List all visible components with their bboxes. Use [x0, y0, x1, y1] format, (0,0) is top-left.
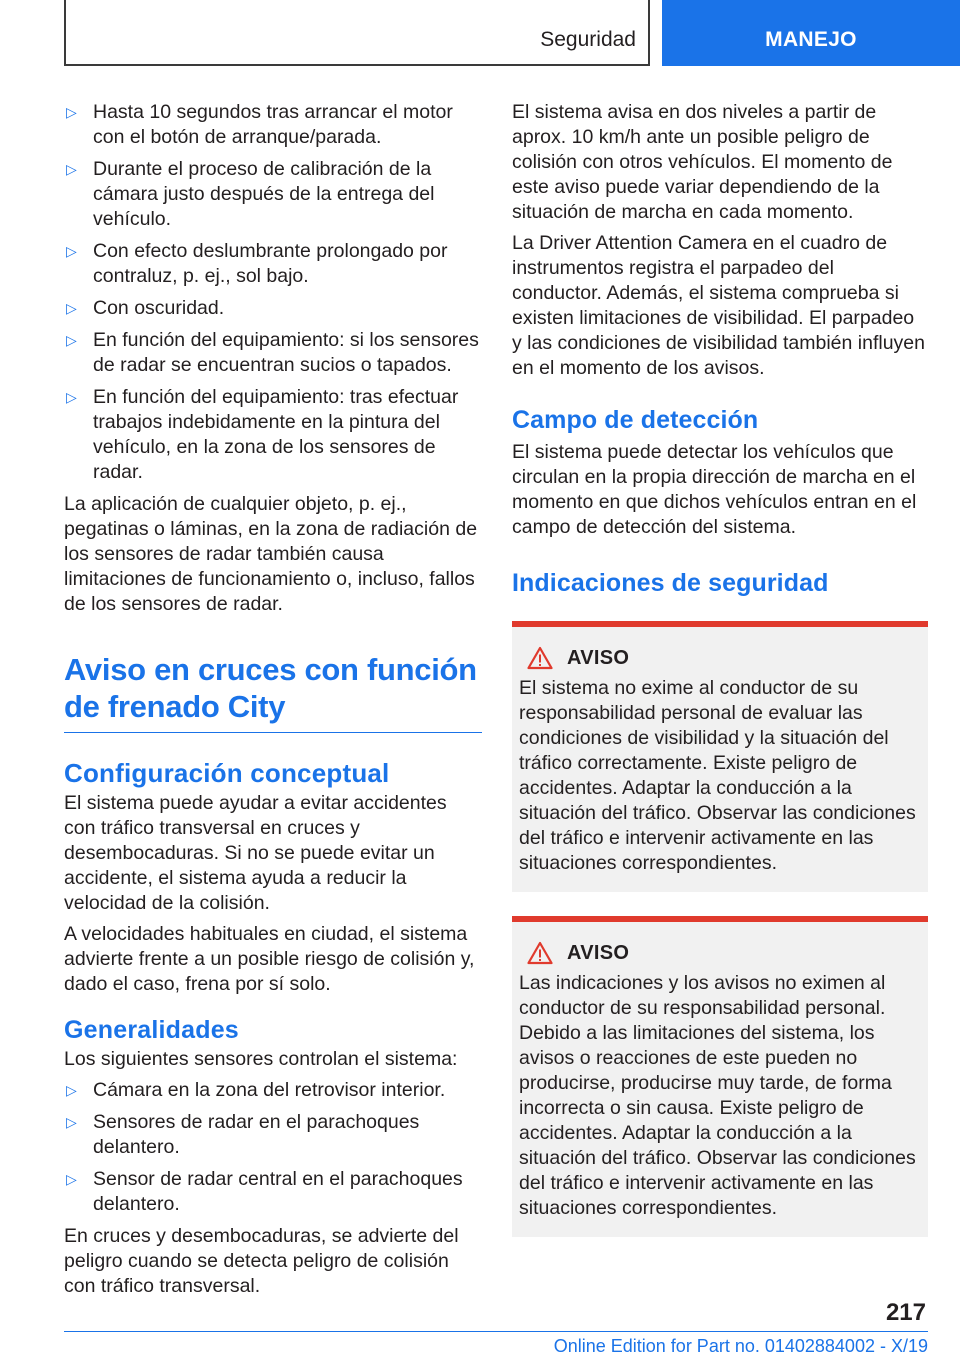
- triangle-right-icon: ▷: [66, 300, 77, 316]
- warning-title: AVISO: [567, 646, 630, 669]
- concept-paragraph-1: El sistema puede ayudar a evitar accidentes con tráfico transversal en cruces y desembocaduras. Si no se puede evitar un accidente, el sistema ayuda a reducir la velocidad de la colisión.: [64, 792, 447, 914]
- header-section-title: Seguridad: [540, 28, 636, 51]
- list-item: ▷ Con oscuridad.: [66, 297, 225, 319]
- list-item: ▷ Con efecto deslumbrante prolongado por contraluz, p. ej., sol bajo.: [66, 240, 448, 287]
- right-column: [512, 100, 928, 1237]
- triangle-right-icon: ▷: [66, 104, 77, 120]
- triangle-right-icon: ▷: [66, 1082, 77, 1098]
- warning-text: El sistema no exime al conductor de su responsabilidad personal de evaluar las condiciones de visibilidad y la situación del tráfico correctamente. Existe peligro de accidentes. Adaptar la conducción a la situación del tráfico. Observar las condiciones del tráfico e intervenir activamente en las situaciones correspondientes.: [519, 677, 916, 874]
- triangle-right-icon: ▷: [66, 161, 77, 177]
- driver-camera-paragraph: La Driver Attention Camera en el cuadro de instrumentos registra el parpadeo del conductor. Además, el sistema comprueba si existen limitaciones de visibilidad. El parpadeo y las condiciones de visibilidad también influyen en el momento de los avisos.: [512, 232, 925, 379]
- list-item: ▷ Durante el proceso de calibración de la cámara justo después de la entrega del vehículo.: [66, 158, 435, 230]
- header-chapter-title: MANEJO: [765, 28, 857, 51]
- warning-triangle-icon: [527, 941, 553, 965]
- list-item: ▷ Sensor de radar central en el parachoques delantero.: [66, 1168, 463, 1215]
- detection-heading: Campo de detección: [512, 406, 759, 434]
- footer-divider: [64, 1331, 928, 1332]
- header-section-box: [64, 0, 650, 66]
- main-heading: Aviso en cruces con función de frenado City: [64, 651, 482, 733]
- list-item: ▷ Sensores de radar en el parachoques delantero.: [66, 1111, 420, 1158]
- warning-box-1: [512, 621, 928, 892]
- detection-paragraph: El sistema puede detectar los vehículos que circulan en la propia dirección de marcha en el momento en que dichos vehículos entran en el campo de detección del sistema.: [512, 441, 917, 538]
- triangle-right-icon: ▷: [66, 332, 77, 348]
- list-item: ▷ En función del equipamiento: tras efectuar trabajos indebidamente en la pintura del vehículo, en la zona de los sensores de radar.: [66, 386, 459, 483]
- left-column: [64, 100, 482, 1305]
- triangle-right-icon: ▷: [66, 1171, 77, 1187]
- triangle-right-icon: ▷: [66, 1114, 77, 1130]
- warning-text: Las indicaciones y los avisos no eximen al conductor de su responsabilidad personal. Debido a las limitaciones del sistema, los avisos o reacciones de este pueden no producirse, producirse muy tarde, de forma incorrecta o sin causa. Existe peligro de accidentes. Adaptar la conducción a la situación del tráfico. Observar las condiciones del tráfico e intervenir activamente en las situaciones correspondientes.: [519, 972, 916, 1219]
- list-item: ▷ En función del equipamiento: si los sensores de radar se encuentran sucios o tapados.: [66, 329, 479, 376]
- warning-levels-paragraph: El sistema avisa en dos niveles a partir de aprox. 10 km/h ante un posible peligro de colisión con otros vehículos. El momento de este aviso puede variar dependiendo de la situación de marcha en cada momento.: [512, 101, 893, 223]
- limitations-list: [64, 100, 482, 485]
- triangle-right-icon: ▷: [66, 389, 77, 405]
- general-heading: Generalidades: [64, 1016, 239, 1044]
- cross-traffic-paragraph: En cruces y desembocaduras, se advierte del peligro cuando se detecta peligro de colisión con tráfico transversal.: [64, 1225, 459, 1297]
- concept-heading: Configuración conceptual: [64, 758, 390, 788]
- general-paragraph: Los siguientes sensores controlan el sistema:: [64, 1048, 458, 1070]
- application-paragraph: La aplicación de cualquier objeto, p. ej., pegatinas o láminas, en la zona de radiación de los sensores de radar también causa limitaciones de funcionamiento o, incluso, fallos de los sensores de radar.: [64, 493, 478, 615]
- warning-title: AVISO: [567, 941, 630, 964]
- warning-triangle-icon: [527, 646, 553, 670]
- safety-heading: Indicaciones de seguridad: [512, 569, 829, 597]
- footer-edition: Online Edition for Part no. 01402884002 - X/19: [553, 1336, 928, 1356]
- list-item: ▷ Hasta 10 segundos tras arrancar el motor con el botón de arranque/parada.: [66, 101, 453, 148]
- warning-box-2: [512, 916, 928, 1237]
- page-number: 217: [885, 1299, 926, 1326]
- concept-paragraph-2: A velocidades habituales en ciudad, el sistema advierte frente a un posible riesgo de colisión y, dado el caso, frena por sí solo.: [64, 923, 475, 995]
- triangle-right-icon: ▷: [66, 243, 77, 259]
- header-chapter-tab: [662, 0, 960, 66]
- sensors-list: [64, 1078, 482, 1217]
- list-item: ▷ Cámara en la zona del retrovisor interior.: [66, 1079, 446, 1101]
